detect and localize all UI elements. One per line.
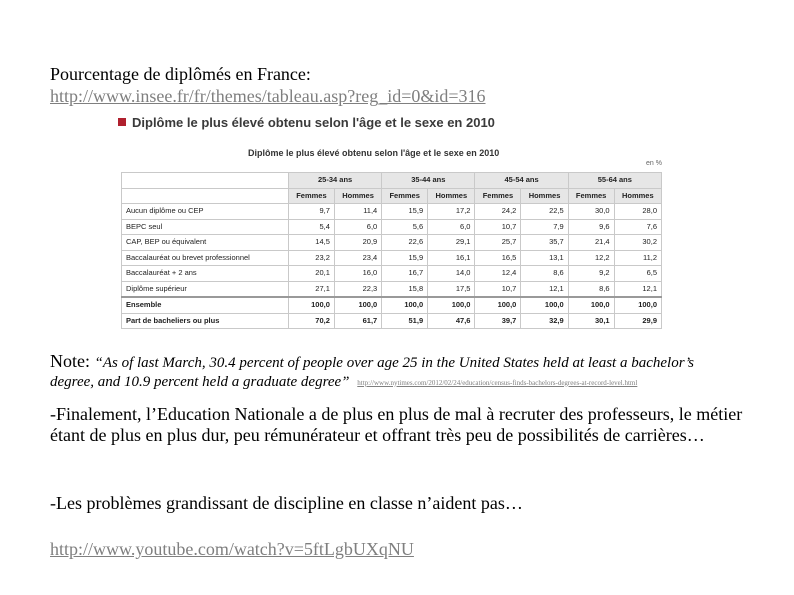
table-cell: 30,1 bbox=[568, 313, 614, 329]
table-row bbox=[122, 266, 662, 282]
embedded-image-title bbox=[118, 112, 495, 132]
table-cell: 100,0 bbox=[428, 297, 475, 313]
image-title-text: Diplôme le plus élevé obtenu selon l'âge et le sexe en 2010 bbox=[132, 114, 495, 130]
sex-header: Femmes bbox=[475, 188, 521, 204]
table-cell: 20,1 bbox=[289, 266, 335, 282]
table-cell: 13,1 bbox=[521, 250, 568, 266]
table-unit: en % bbox=[646, 160, 662, 167]
table-cell: 47,6 bbox=[428, 313, 475, 329]
square-bullet-icon bbox=[118, 118, 126, 126]
table-cell: 6,0 bbox=[428, 219, 475, 235]
table-cell: 12,4 bbox=[475, 266, 521, 282]
table-cell: 24,2 bbox=[475, 204, 521, 220]
table-cell: 10,7 bbox=[475, 219, 521, 235]
row-label: Aucun diplôme ou CEP bbox=[122, 204, 289, 220]
diploma-table bbox=[121, 172, 662, 329]
table-cell: 15,8 bbox=[382, 281, 428, 297]
table-cell: 23,4 bbox=[334, 250, 381, 266]
table-cell: 15,9 bbox=[382, 250, 428, 266]
table-cell: 51,9 bbox=[382, 313, 428, 329]
youtube-video-link[interactable]: http://www.youtube.com/watch?v=5ftLgbUXqNU bbox=[50, 539, 414, 559]
table-cell: 8,6 bbox=[521, 266, 568, 282]
table-cell: 16,5 bbox=[475, 250, 521, 266]
table-cell: 100,0 bbox=[568, 297, 614, 313]
table-cell: 12,1 bbox=[614, 281, 661, 297]
table-row bbox=[122, 297, 662, 313]
table-cell: 12,2 bbox=[568, 250, 614, 266]
table-cell: 20,9 bbox=[334, 235, 381, 251]
table-cell: 28,0 bbox=[614, 204, 661, 220]
age-group-header: 55-64 ans bbox=[568, 173, 661, 189]
sex-header: Femmes bbox=[289, 188, 335, 204]
table-cell: 14,0 bbox=[428, 266, 475, 282]
table-cell: 5,6 bbox=[382, 219, 428, 235]
table-cell: 17,2 bbox=[428, 204, 475, 220]
table-cell: 100,0 bbox=[382, 297, 428, 313]
table-cell: 100,0 bbox=[521, 297, 568, 313]
table-caption: Diplôme le plus élevé obtenu selon l'âge et le sexe en 2010 bbox=[248, 148, 500, 158]
table-row bbox=[122, 250, 662, 266]
table-cell: 100,0 bbox=[614, 297, 661, 313]
table-cell: 16,1 bbox=[428, 250, 475, 266]
table-cell: 29,1 bbox=[428, 235, 475, 251]
sex-header-row bbox=[122, 188, 662, 204]
table-row bbox=[122, 219, 662, 235]
row-label: Baccalauréat ou brevet professionnel bbox=[122, 250, 289, 266]
table-cell: 30,0 bbox=[568, 204, 614, 220]
empty-header-cell bbox=[122, 188, 289, 204]
row-label: Ensemble bbox=[122, 297, 289, 313]
note-line-2 bbox=[50, 374, 637, 391]
table-cell: 8,6 bbox=[568, 281, 614, 297]
row-label: Part de bacheliers ou plus bbox=[122, 313, 289, 329]
table-cell: 22,5 bbox=[521, 204, 568, 220]
table-cell: 15,9 bbox=[382, 204, 428, 220]
table-cell: 32,9 bbox=[521, 313, 568, 329]
table-cell: 12,1 bbox=[521, 281, 568, 297]
table-cell: 70,2 bbox=[289, 313, 335, 329]
table-cell: 11,2 bbox=[614, 250, 661, 266]
insee-source-link[interactable]: http://www.insee.fr/fr/themes/tableau.asp?reg_id=0&id=316 bbox=[50, 86, 486, 106]
table-cell: 39,7 bbox=[475, 313, 521, 329]
note-quote-part1: “As of last March, 30.4 percent of people over age 25 in the United States held at least a bachelor’s bbox=[94, 355, 694, 371]
age-group-header: 45-54 ans bbox=[475, 173, 568, 189]
table-cell: 17,5 bbox=[428, 281, 475, 297]
table-row bbox=[122, 204, 662, 220]
table-cell: 100,0 bbox=[475, 297, 521, 313]
sex-header: Femmes bbox=[382, 188, 428, 204]
sex-header: Hommes bbox=[428, 188, 475, 204]
age-group-header: 25-34 ans bbox=[289, 173, 382, 189]
table-cell: 9,7 bbox=[289, 204, 335, 220]
sex-header: Hommes bbox=[334, 188, 381, 204]
table-cell: 22,3 bbox=[334, 281, 381, 297]
table-cell: 9,2 bbox=[568, 266, 614, 282]
table-cell: 27,1 bbox=[289, 281, 335, 297]
paragraph-recruitment: -Finalement, l’Education Nationale a de plus en plus de mal à recruter des professeurs, le métier étant de plus en plus dur, peu rémunérateur et offrant très peu de possibilités de carrières… bbox=[50, 404, 743, 445]
note-label: Note: bbox=[50, 351, 90, 371]
table-cell: 6,5 bbox=[614, 266, 661, 282]
table-cell: 100,0 bbox=[289, 297, 335, 313]
note-quote-part2: degree, and 10.9 percent held a graduate degree” bbox=[50, 374, 350, 390]
table-cell: 30,2 bbox=[614, 235, 661, 251]
note-line-1 bbox=[50, 351, 694, 372]
age-group-header-row bbox=[122, 173, 662, 189]
table-cell: 6,0 bbox=[334, 219, 381, 235]
table-cell: 5,4 bbox=[289, 219, 335, 235]
row-label: Baccalauréat + 2 ans bbox=[122, 266, 289, 282]
table-cell: 100,0 bbox=[334, 297, 381, 313]
table-cell: 16,7 bbox=[382, 266, 428, 282]
table-cell: 25,7 bbox=[475, 235, 521, 251]
row-label: CAP, BEP ou équivalent bbox=[122, 235, 289, 251]
table-cell: 14,5 bbox=[289, 235, 335, 251]
table-row bbox=[122, 281, 662, 297]
sex-header: Hommes bbox=[521, 188, 568, 204]
table-cell: 29,9 bbox=[614, 313, 661, 329]
table-cell: 23,2 bbox=[289, 250, 335, 266]
row-label: Diplôme supérieur bbox=[122, 281, 289, 297]
nytimes-source-link[interactable]: http://www.nytimes.com/2012/02/24/education/census-finds-bachelors-degrees-at-record-level.html bbox=[357, 378, 638, 387]
empty-header-cell bbox=[122, 173, 289, 189]
table-row bbox=[122, 313, 662, 329]
table-cell: 16,0 bbox=[334, 266, 381, 282]
table-cell: 22,6 bbox=[382, 235, 428, 251]
table-cell: 61,7 bbox=[334, 313, 381, 329]
table-cell: 35,7 bbox=[521, 235, 568, 251]
table-cell: 10,7 bbox=[475, 281, 521, 297]
table-cell: 21,4 bbox=[568, 235, 614, 251]
sex-header: Hommes bbox=[614, 188, 661, 204]
table-cell: 7,9 bbox=[521, 219, 568, 235]
table-cell: 9,6 bbox=[568, 219, 614, 235]
age-group-header: 35-44 ans bbox=[382, 173, 475, 189]
slide-heading: Pourcentage de diplômés en France: bbox=[50, 64, 311, 84]
table-cell: 11,4 bbox=[334, 204, 381, 220]
paragraph-discipline: -Les problèmes grandissant de discipline en classe n’aident pas… bbox=[50, 493, 523, 513]
table-row bbox=[122, 235, 662, 251]
sex-header: Femmes bbox=[568, 188, 614, 204]
table-cell: 7,6 bbox=[614, 219, 661, 235]
row-label: BEPC seul bbox=[122, 219, 289, 235]
